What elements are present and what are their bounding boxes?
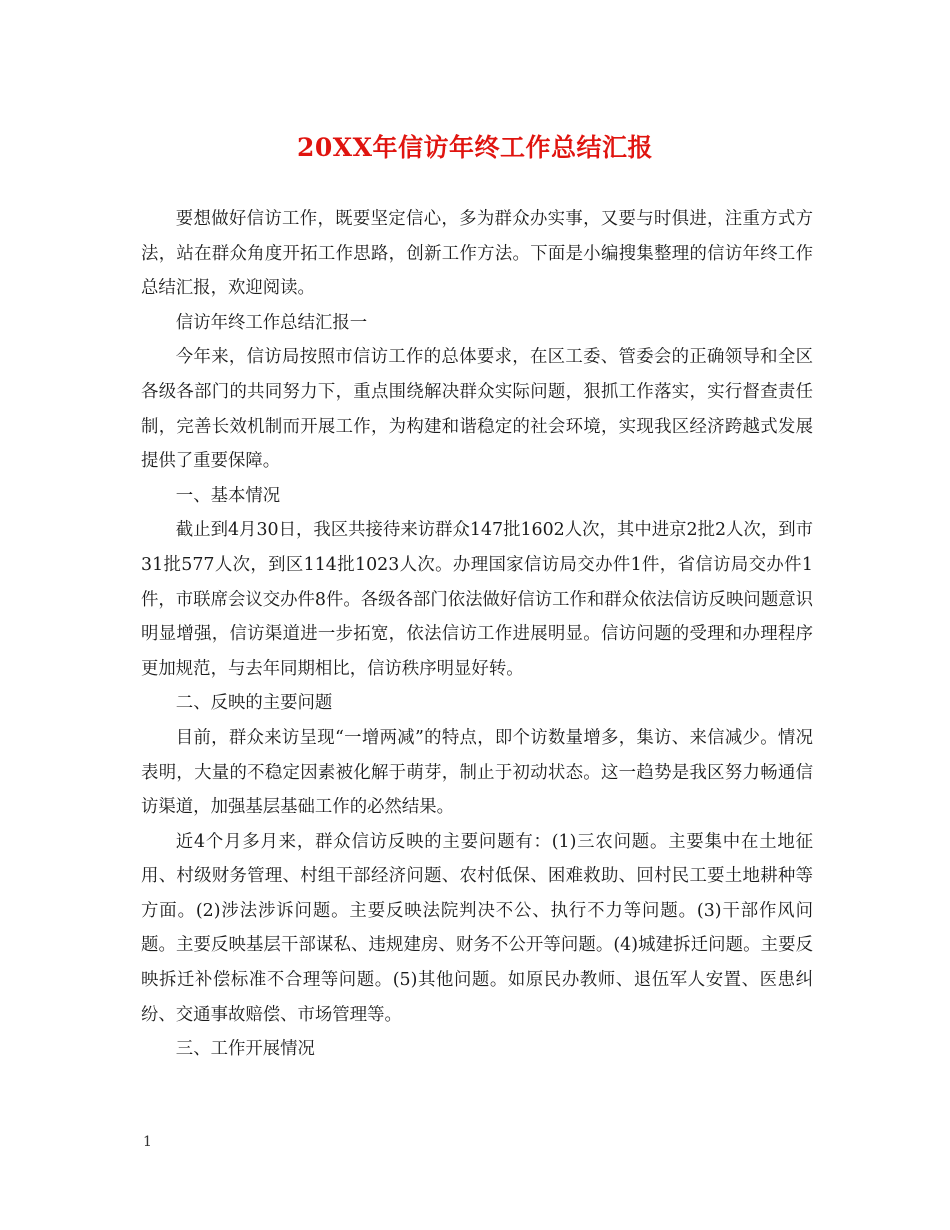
page-number: 1 xyxy=(143,1134,152,1150)
trend-paragraph: 目前，群众来访呈现“一增两减”的特点，即个访数量增多，集访、来信减少。情况表明，大量的不稳定因素被化解于萌芽，制止于初动状态。这一趋势是我区努力畅通信访渠道，加强基层基础工作的必然结果。 xyxy=(141,727,813,818)
intro-paragraph: 要想做好信访工作，既要坚定信心，多为群众办实事，又要与时俱进，注重方式方法，站在群众角度开拓工作思路，创新工作方法。下面是小编搜集整理的信访年终工作总结汇报，欢迎阅读。 xyxy=(141,209,813,299)
document-body xyxy=(141,202,813,1067)
section-heading-work-progress: 三、工作开展情况 xyxy=(175,1039,315,1060)
document-title: 20XX年信访年终工作总结汇报 xyxy=(296,133,654,162)
issues-list-paragraph: 近4个月多月来，群众信访反映的主要问题有：(1)三农问题。主要集中在土地征用、村级财务管理、村组干部经济问题、农村低保、困难救助、回村民工要土地耕种等方面。(2)涉法涉诉问题。主要反映法院判决不公、执行不力等问题。(3)干部作风问题。主要反映基层干部谋私、违规建房、财务不公开等问题。(4)城建拆迁问题。主要反映拆迁补偿标准不合理等问题。(5)其他问题。如原民办教师、退伍军人安置、医患纠纷、交通事故赔偿、市场管理等。 xyxy=(141,831,813,1025)
basic-situation-paragraph: 截止到4月30日，我区共接待来访群众147批1602人次，其中进京2批2人次，到市31批577人次，到区114批1023人次。办理国家信访局交办件1件，省信访局交办件1件，市联席会议交办件8件。各级各部门依法做好信访工作和群众依法信访反映问题意识明显增强，信访渠道进一步拓宽，依法信访工作进展明显。信访问题的受理和办理程序更加规范，与去年同期相比，信访秩序明显好转。 xyxy=(141,520,813,679)
overview-paragraph: 今年来，信访局按照市信访工作的总体要求，在区工委、管委会的正确领导和全区各级各部门的共同努力下，重点围绕解决群众实际问题，狠抓工作落实，实行督查责任制，完善长效机制而开展工作，为构建和谐稳定的社会环境，实现我区经济跨越式发展提供了重要保障。 xyxy=(141,347,813,472)
section-heading-main-issues: 二、反映的主要问题 xyxy=(175,693,333,714)
section-heading-basic-situation: 一、基本情况 xyxy=(175,485,281,506)
section-heading-report-one: 信访年终工作总结汇报一 xyxy=(175,312,368,333)
